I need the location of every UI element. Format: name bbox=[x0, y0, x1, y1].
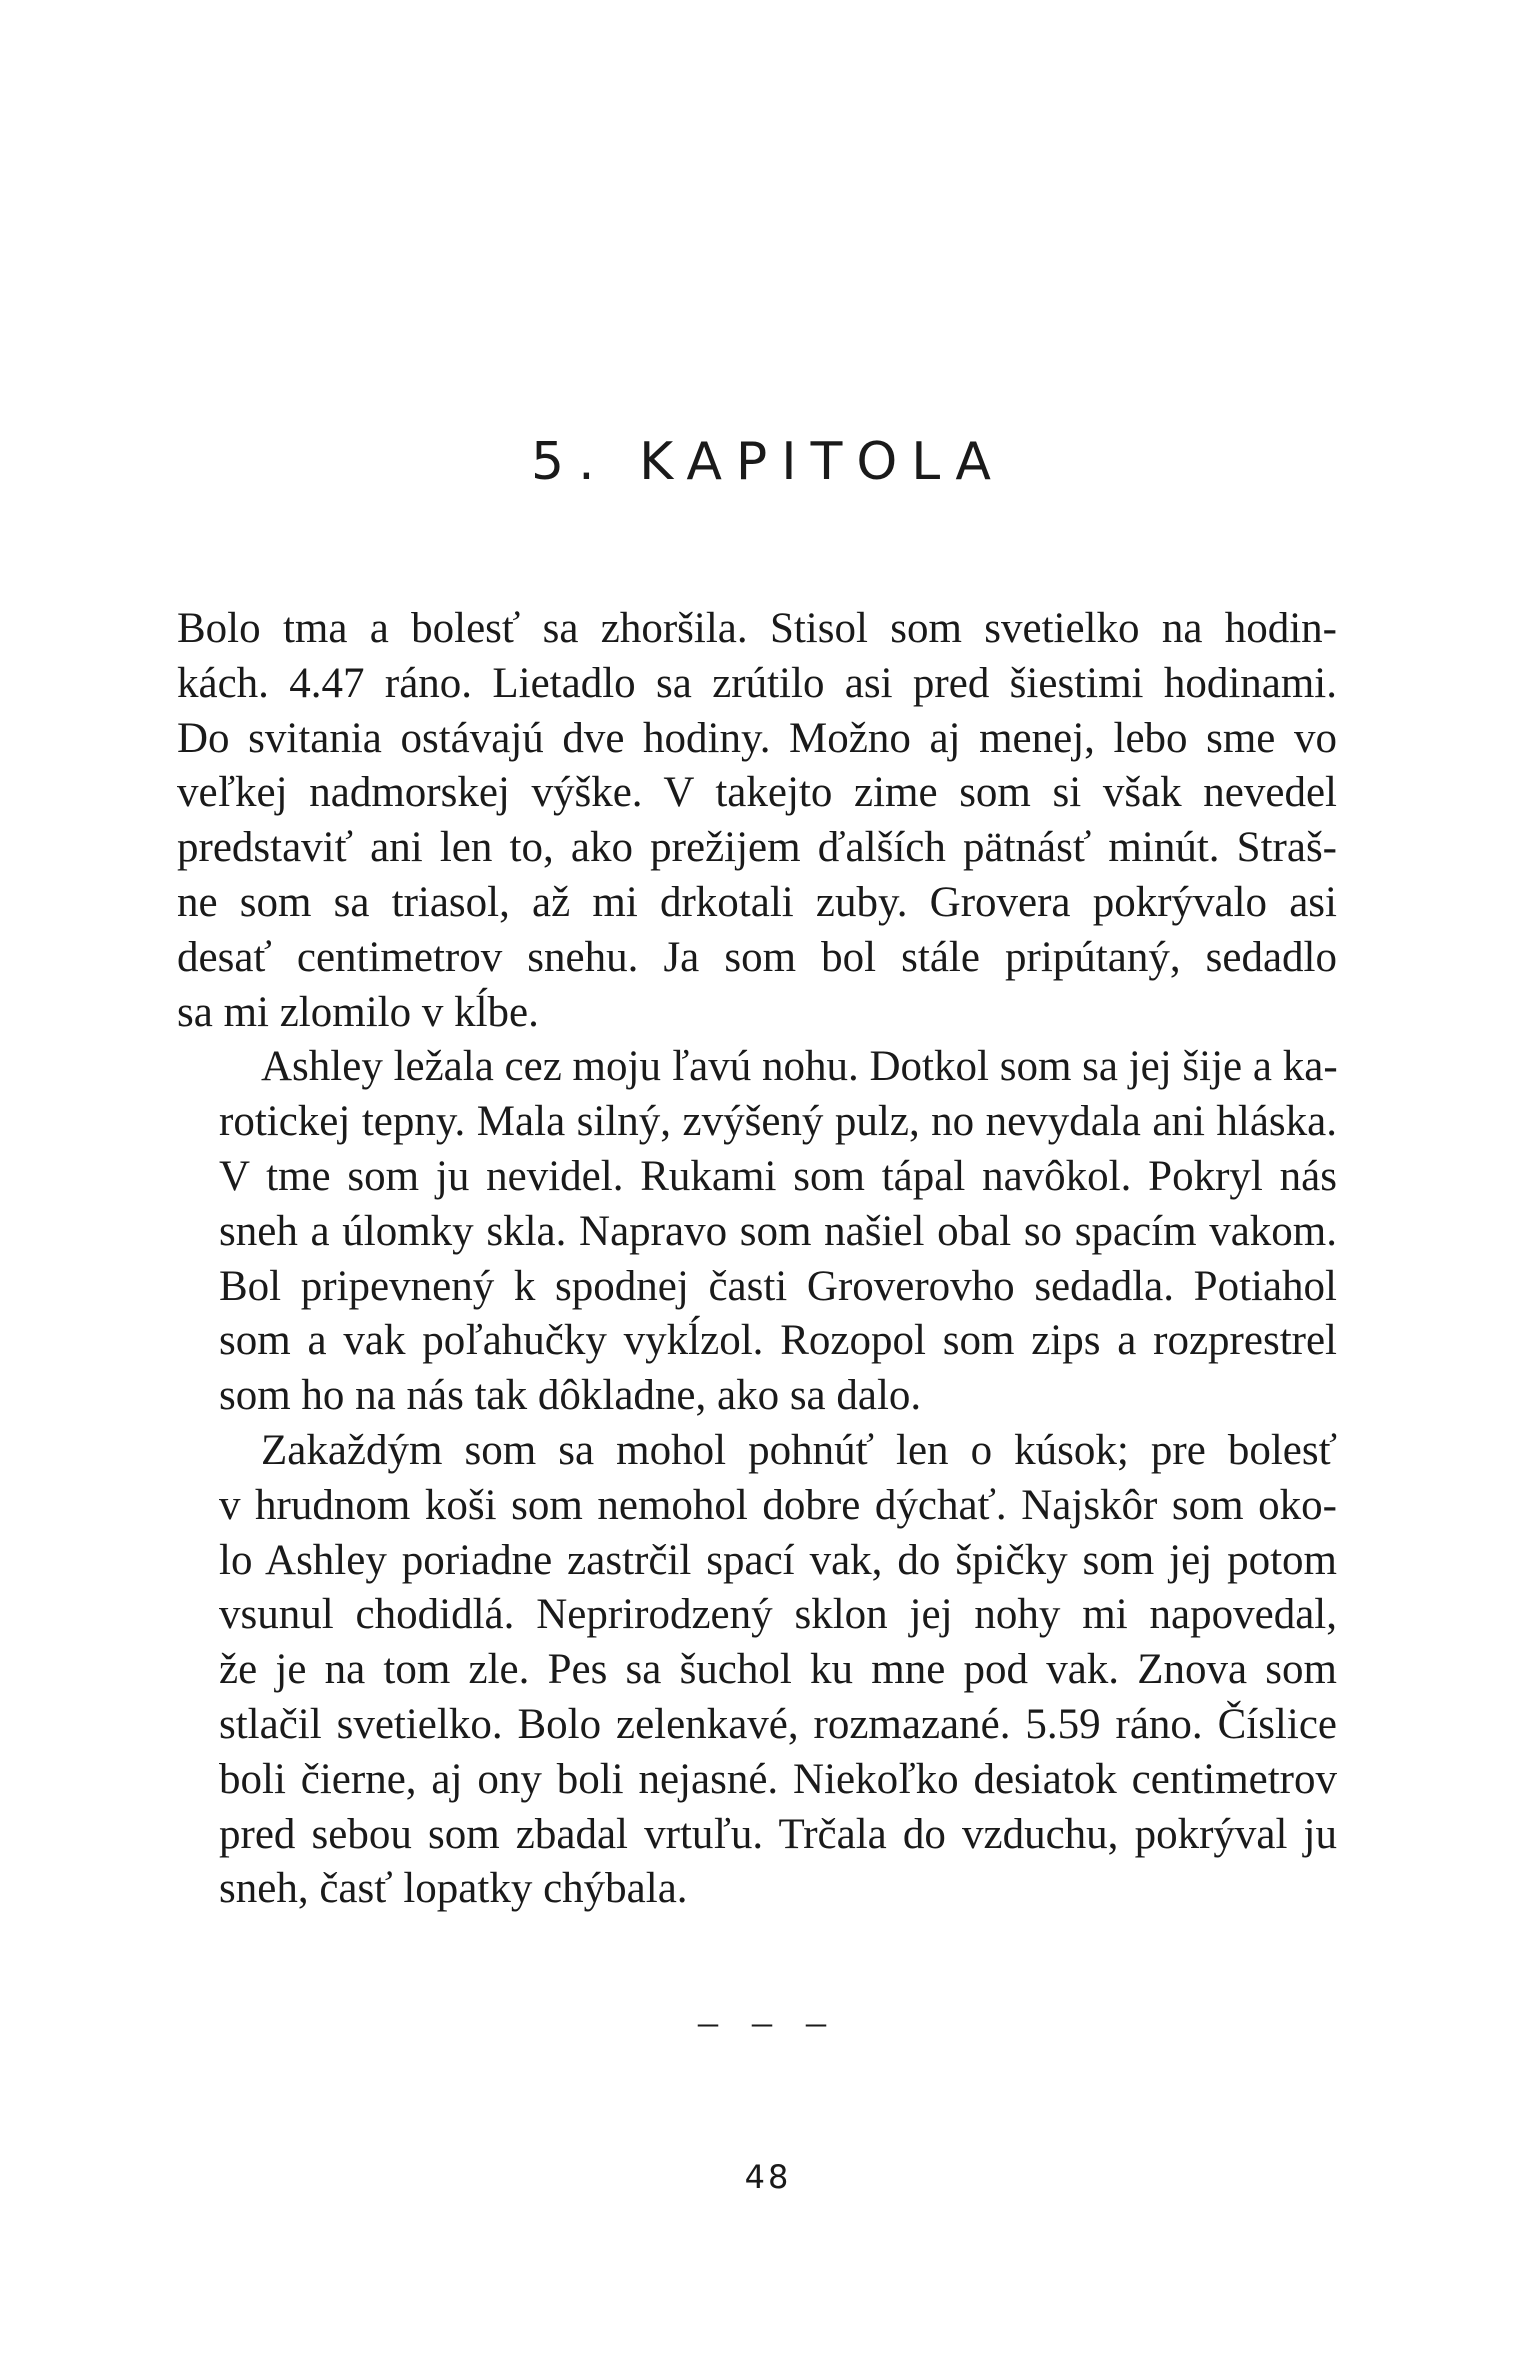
text-line: Bolo tma a bolesť sa zhoršila. Stisol som svetielko na hodin- bbox=[177, 605, 1337, 652]
body-text bbox=[177, 602, 1337, 1917]
text-line: Do svitania ostávajú dve hodiny. Možno aj menej, lebo sme vo bbox=[177, 714, 1337, 762]
text-line: predstaviť ani len to, ako prežijem ďalších pätnásť minút. Straš- bbox=[177, 824, 1337, 872]
text-line: rotickej tepny. Mala silný, zvýšený pulz, no nevydala ani hláska. bbox=[219, 1098, 1337, 1146]
text-line: sneh, časť lopatky chýbala. bbox=[219, 1865, 688, 1913]
text-line: že je na tom zle. Pes sa šuchol ku mne pod vak. Znova som bbox=[219, 1646, 1337, 1694]
text-line: pred sebou som zbadal vrtuľu. Trčala do vzduchu, pokrýval ju bbox=[219, 1810, 1337, 1858]
text-line: boli čierne, aj ony boli nejasné. Niekoľko desiatok centimetrov bbox=[219, 1755, 1337, 1803]
text-line: kách. 4.47 ráno. Lietadlo sa zrútilo asi pred šiestimi hodinami. bbox=[177, 659, 1337, 707]
text-line: Ashley ležala cez moju ľavú nohu. Dotkol som sa jej šije a ka- bbox=[261, 1043, 1338, 1091]
text-line: desať centimetrov snehu. Ja som bol stále pripútaný, sedadlo bbox=[177, 933, 1337, 981]
text-line: som ho na nás tak dôkladne, ako sa dalo. bbox=[219, 1372, 922, 1420]
section-break: – – – bbox=[698, 1999, 838, 2044]
text-line: som a vak poľahučky vykĺzol. Rozopol som zips a rozprestrel bbox=[219, 1317, 1337, 1365]
chapter-title: 5. KAPITOLA bbox=[530, 432, 1006, 492]
text-line: Zakaždým som sa mohol pohnúť len o kúsok; pre bolesť bbox=[261, 1426, 1337, 1474]
paragraph-3 bbox=[177, 1424, 1337, 1917]
text-line: veľkej nadmorskej výške. V takejto zime som si však nevedel bbox=[177, 769, 1337, 817]
text-line: sneh a úlomky skla. Napravo som našiel obal so spacím vakom. bbox=[219, 1207, 1337, 1255]
text-line: sa mi zlomilo v kĺbe. bbox=[177, 988, 539, 1036]
text-line: lo Ashley poriadne zastrčil spací vak, do špičky som jej potom bbox=[219, 1536, 1337, 1584]
text-line: V tme som ju nevidel. Rukami som tápal navôkol. Pokryl nás bbox=[219, 1152, 1337, 1200]
text-line: v hrudnom koši som nemohol dobre dýchať. Najskôr som oko- bbox=[219, 1481, 1337, 1529]
text-line: vsunul chodidlá. Neprirodzený sklon jej nohy mi napovedal, bbox=[219, 1591, 1337, 1639]
paragraph-2 bbox=[177, 1040, 1337, 1424]
text-line: Bol pripevnený k spodnej časti Groverovho sedadla. Potiahol bbox=[219, 1262, 1337, 1310]
text-line: stlačil svetielko. Bolo zelenkavé, rozmazané. 5.59 ráno. Číslice bbox=[219, 1700, 1337, 1748]
text-line: ne som sa triasol, až mi drkotali zuby. Grovera pokrývalo asi bbox=[177, 878, 1337, 926]
page-number: 48 bbox=[744, 2158, 792, 2196]
paragraph-1 bbox=[177, 602, 1337, 1040]
